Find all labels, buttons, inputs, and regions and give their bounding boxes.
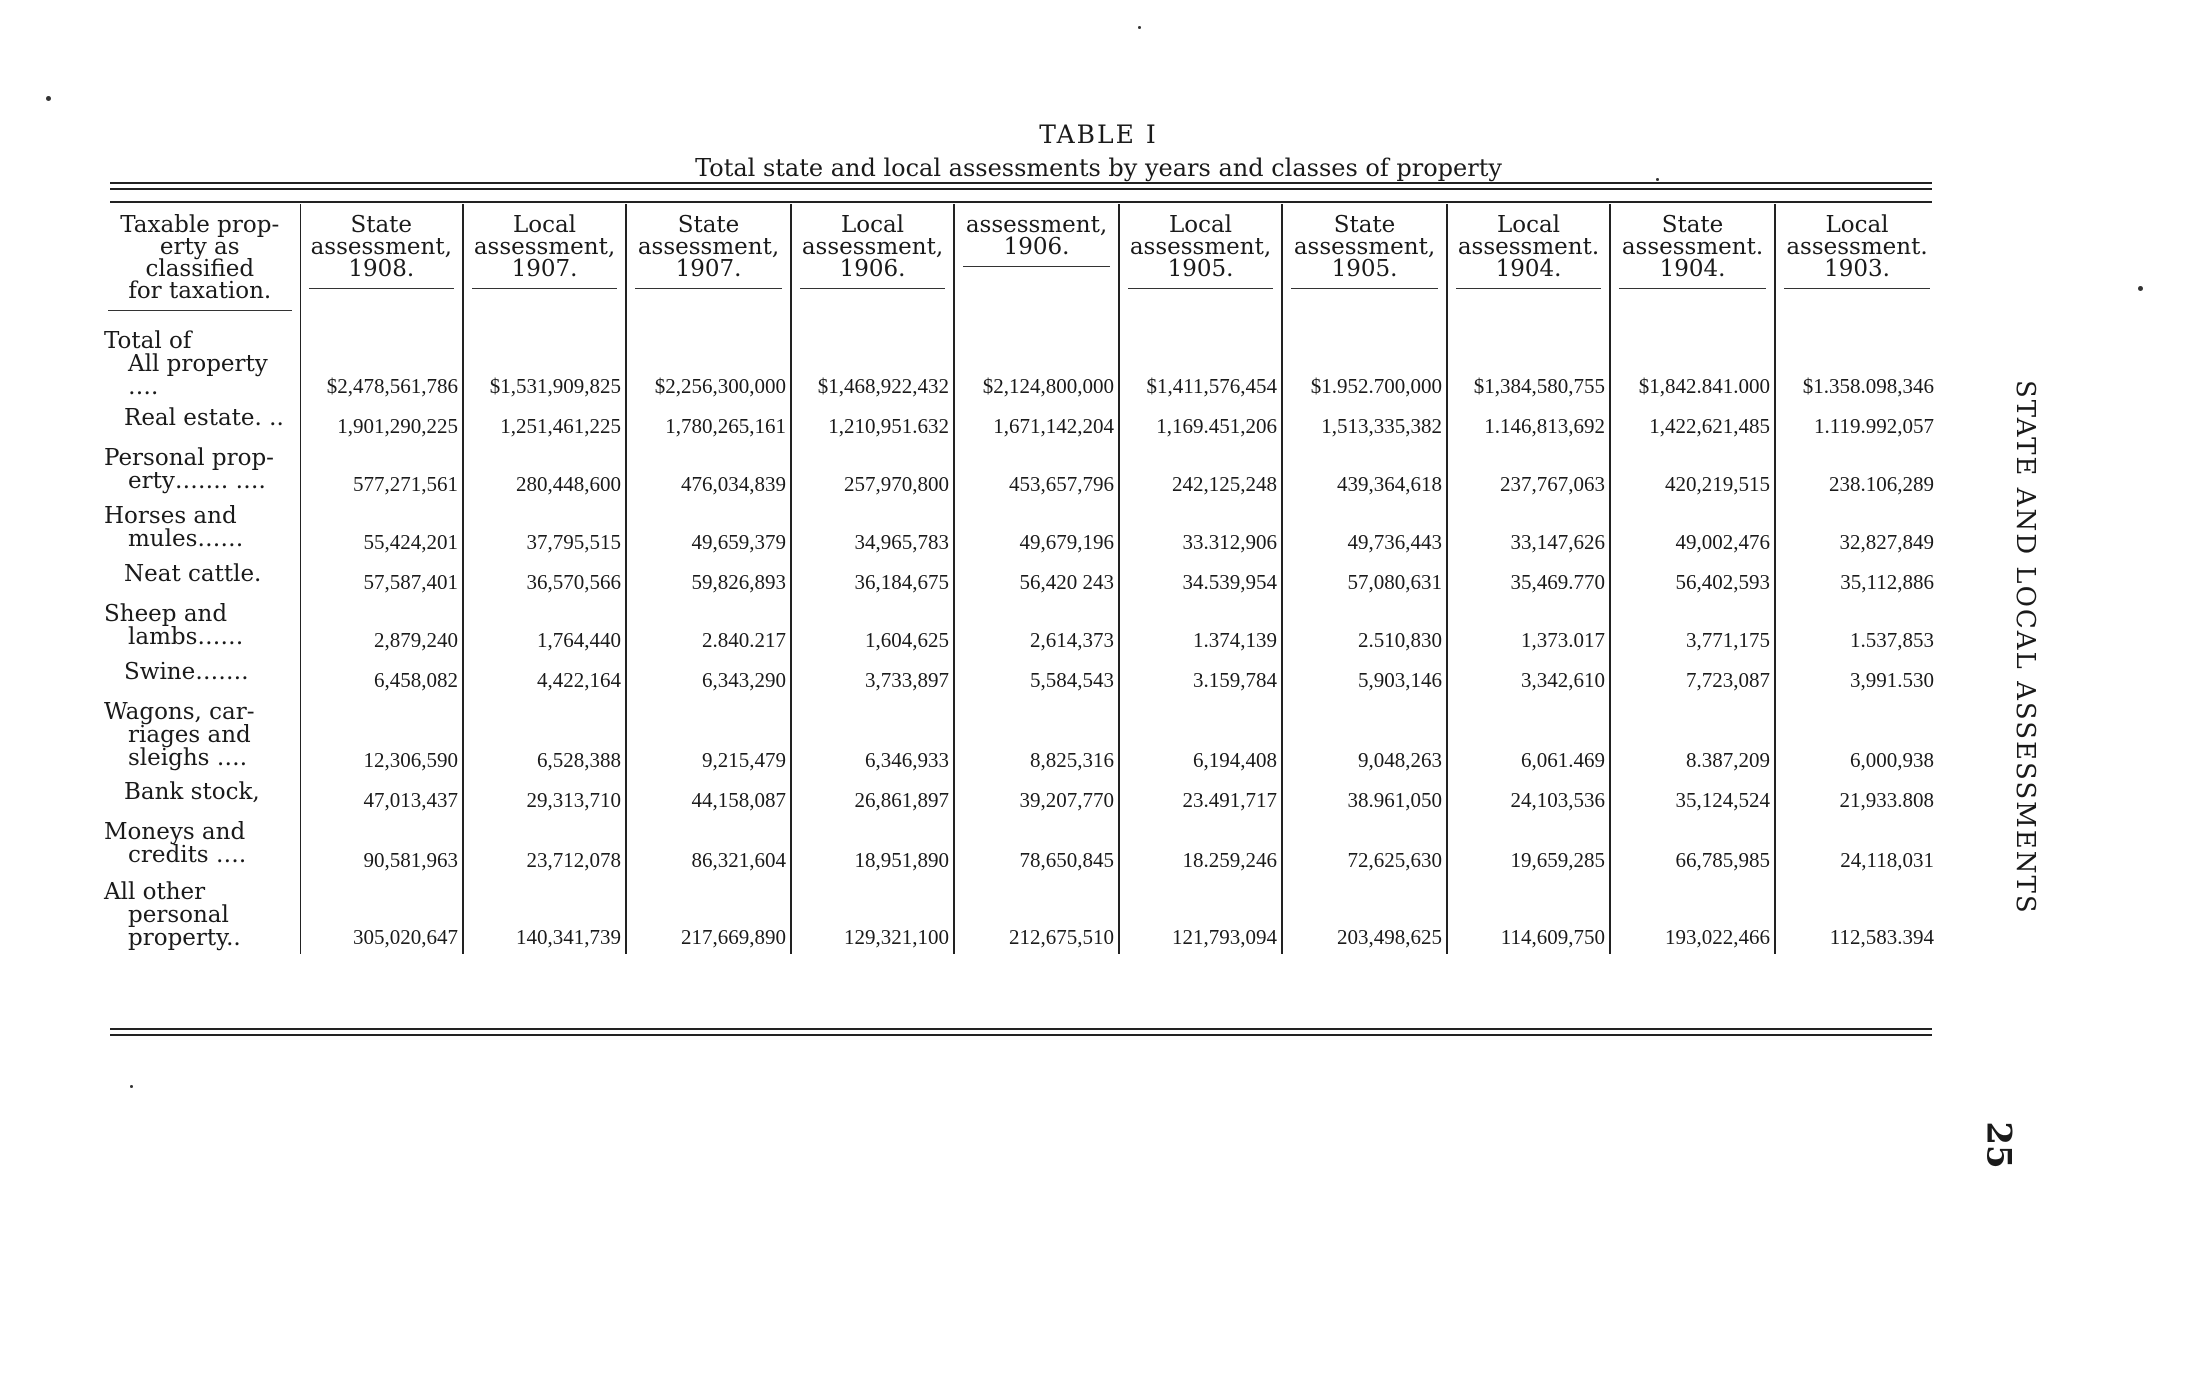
column-header [626, 204, 791, 326]
row-label [100, 403, 300, 443]
value-cell: 6,346,933 [791, 697, 954, 777]
value-cell: 9,215,479 [626, 697, 791, 777]
column-header-line: 1905. [1167, 256, 1234, 282]
row-label [100, 777, 300, 817]
value-cell: $2,478,561,786 [300, 326, 463, 403]
value-cell: $1,531,909,825 [463, 326, 626, 403]
value-cell: 6,194,408 [1119, 697, 1282, 777]
value-cell: 6,458,082 [300, 657, 463, 697]
value-cell: 1,901,290,225 [300, 403, 463, 443]
column-header-line: 1906. [1003, 234, 1070, 260]
row-header-cell [100, 204, 300, 326]
value-cell: $1,842.841.000 [1610, 326, 1775, 403]
header-row [100, 204, 1938, 326]
header-underline [1456, 288, 1601, 289]
table-row [100, 501, 1938, 559]
column-header-line: assessment. [1786, 234, 1928, 260]
row-label-line: Bank stock, [124, 779, 260, 805]
value-cell: 6,000,938 [1850, 748, 1934, 772]
column-header [300, 204, 463, 326]
column-header-line: Local [1168, 212, 1233, 238]
value-cell: 21,933.808 [1839, 788, 1934, 812]
value-cell: 2.510,830 [1282, 599, 1447, 657]
column-header-line: State [1661, 212, 1724, 238]
table-subtitle: Total state and local assessments by years and classes of property [695, 154, 1502, 182]
value-cell: 5,584,543 [954, 657, 1119, 697]
value-cell: 242,125,248 [1119, 443, 1282, 501]
paper-speck [1656, 178, 1659, 181]
header-underline [1784, 288, 1930, 289]
value-cell: 29,313,710 [463, 777, 626, 817]
value-cell: 140,341,739 [463, 877, 626, 954]
column-header-line: Local [1496, 212, 1561, 238]
row-header-line: for taxation. [128, 278, 272, 304]
column-header-line: State [677, 212, 740, 238]
column-header [1610, 204, 1775, 326]
table-body [100, 326, 1938, 954]
value-cell: 257,970,800 [791, 443, 954, 501]
column-header-line: assessment, [637, 234, 780, 260]
value-cell: 26,861,897 [791, 777, 954, 817]
value-cell: $1,384,580,755 [1447, 326, 1610, 403]
value-cell: 39,207,770 [954, 777, 1119, 817]
value-cell: 420,219,515 [1610, 443, 1775, 501]
column-header [1447, 204, 1610, 326]
value-cell: 35,469.770 [1447, 559, 1610, 599]
value-cell: 121,793,094 [1119, 877, 1282, 954]
value-cell: 1,373.017 [1447, 599, 1610, 657]
value-cell: 2,879,240 [300, 599, 463, 657]
row-label-line: Sheep and [104, 601, 228, 627]
column-header-line: assessment, [801, 234, 944, 260]
column-header [1282, 204, 1447, 326]
value-cell: 8,825,316 [954, 697, 1119, 777]
row-label-line: Neat cattle. [124, 561, 262, 587]
value-cell: 72,625,630 [1282, 817, 1447, 877]
value-cell: 1,210,951.632 [791, 403, 954, 443]
row-label-line: credits …. [128, 842, 247, 868]
column-header [1119, 204, 1282, 326]
value-cell: $2,256,300,000 [626, 326, 791, 403]
value-cell: 193,022,466 [1610, 877, 1775, 954]
running-head: STATE AND LOCAL ASSESSMENTS [2010, 380, 2040, 915]
row-label-line: Real estate. .. [124, 405, 284, 431]
value-cell: 47,013,437 [300, 777, 463, 817]
value-cell: 1,671,142,204 [954, 403, 1119, 443]
column-header-line: 1905. [1331, 256, 1398, 282]
value-cell: 34,965,783 [791, 501, 954, 559]
value-cell: 24,118,031 [1840, 848, 1934, 872]
header-underline [1291, 288, 1438, 289]
header-underline [963, 266, 1110, 267]
value-cell: 35,124,524 [1610, 777, 1775, 817]
row-label-line: All property …. [128, 351, 268, 400]
column-header-line: 1904. [1495, 256, 1562, 282]
value-cell: 2,614,373 [954, 599, 1119, 657]
row-label-line: Wagons, car- [104, 699, 255, 725]
top-rule-double [110, 188, 1932, 190]
paper-speck [130, 1085, 133, 1088]
column-header-line: State [1333, 212, 1396, 238]
header-underline [1128, 288, 1273, 289]
value-cell: 49,679,196 [954, 501, 1119, 559]
value-cell: 24,103,536 [1447, 777, 1610, 817]
column-header-line: 1908. [348, 256, 415, 282]
value-cell: 212,675,510 [954, 877, 1119, 954]
bottom-rule-double [110, 1034, 1932, 1036]
header-underline [800, 288, 945, 289]
header-rule [110, 201, 1932, 203]
row-label [100, 326, 300, 403]
value-cell: 18,951,890 [791, 817, 954, 877]
value-cell: 7,723,087 [1610, 657, 1775, 697]
column-header-line: 1904. [1659, 256, 1726, 282]
value-cell: 33.312,906 [1119, 501, 1282, 559]
value-cell: 6,061.469 [1447, 697, 1610, 777]
row-label-line: lambs…… [128, 624, 244, 650]
header-underline [108, 310, 292, 311]
table-row [100, 697, 1938, 777]
value-cell: 1,604,625 [791, 599, 954, 657]
value-cell: 37,795,515 [463, 501, 626, 559]
value-cell: 203,498,625 [1282, 877, 1447, 954]
header-underline [635, 288, 782, 289]
column-header-line: assessment, [1293, 234, 1436, 260]
value-cell: 55,424,201 [300, 501, 463, 559]
value-cell: $1,411,576,454 [1119, 326, 1282, 403]
column-header [1775, 204, 1938, 326]
value-cell: 90,581,963 [300, 817, 463, 877]
column-header [791, 204, 954, 326]
value-cell: 3.159,784 [1119, 657, 1282, 697]
value-cell: 1,169.451,206 [1119, 403, 1282, 443]
row-label-line: Horses and [104, 503, 237, 529]
value-cell: 453,657,796 [954, 443, 1119, 501]
value-cell: 57,587,401 [300, 559, 463, 599]
row-label [100, 657, 300, 697]
column-header-line: State [350, 212, 413, 238]
value-cell: 305,020,647 [300, 877, 463, 954]
row-label-line: erty……. …. [128, 468, 266, 494]
column-header-line: 1907. [675, 256, 742, 282]
value-cell: 3,733,897 [791, 657, 954, 697]
value-cell: 1.537,853 [1850, 628, 1934, 652]
value-cell: 33,147,626 [1447, 501, 1610, 559]
value-cell: 5,903,146 [1282, 657, 1447, 697]
value-cell: 44,158,087 [626, 777, 791, 817]
row-label-line: sleighs …. [128, 745, 248, 771]
value-cell: 1,780,265,161 [626, 403, 791, 443]
table-row [100, 777, 1938, 817]
row-label-line: Moneys and [104, 819, 246, 845]
value-cell: 3,991.530 [1850, 668, 1934, 692]
value-cell: 3,342,610 [1447, 657, 1610, 697]
value-cell: 49,736,443 [1282, 501, 1447, 559]
value-cell: 66,785,985 [1610, 817, 1775, 877]
value-cell: 238.106,289 [1829, 472, 1934, 496]
value-cell: 280,448,600 [463, 443, 626, 501]
row-label-line: property.. [128, 925, 241, 951]
value-cell: 577,271,561 [300, 443, 463, 501]
column-header-line: assessment, [473, 234, 616, 260]
column-header-line: assessment, [965, 212, 1108, 238]
value-cell: 36,570,566 [463, 559, 626, 599]
assessment-table [100, 204, 1938, 954]
table-row [100, 599, 1938, 657]
value-cell: 57,080,631 [1282, 559, 1447, 599]
value-cell: 9,048,263 [1282, 697, 1447, 777]
value-cell: 439,364,618 [1282, 443, 1447, 501]
column-header [463, 204, 626, 326]
column-header-line: 1903. [1824, 256, 1890, 282]
column-header-line: 1906. [839, 256, 906, 282]
value-cell: 4,422,164 [463, 657, 626, 697]
table-row [100, 443, 1938, 501]
row-label-line: All other [104, 879, 206, 905]
value-cell: 3,771,175 [1610, 599, 1775, 657]
value-cell: 34.539,954 [1119, 559, 1282, 599]
row-label [100, 817, 300, 877]
paper-speck [2138, 286, 2143, 291]
table-row [100, 657, 1938, 697]
row-label [100, 559, 300, 599]
column-header-line: Local [840, 212, 905, 238]
value-cell: 78,650,845 [954, 817, 1119, 877]
column-header-line: assessment. [1457, 234, 1600, 260]
value-cell: 1,251,461,225 [463, 403, 626, 443]
row-label-line: personal [128, 902, 229, 928]
value-cell: 1,422,621,485 [1610, 403, 1775, 443]
value-cell: 18.259,246 [1119, 817, 1282, 877]
value-cell: $2,124,800,000 [954, 326, 1119, 403]
value-cell: 2.840.217 [626, 599, 791, 657]
value-cell: 1.146,813,692 [1447, 403, 1610, 443]
column-header-line: assessment. [1621, 234, 1764, 260]
column-header-line: 1907. [511, 256, 578, 282]
row-label [100, 877, 300, 954]
row-header-line: erty as classified [145, 234, 255, 282]
column-header-line: assessment, [310, 234, 452, 260]
value-cell: 6,528,388 [463, 697, 626, 777]
table-row [100, 877, 1938, 954]
column-header-line: Local [512, 212, 577, 238]
row-label-line: riages and [128, 722, 251, 748]
table-row [100, 817, 1938, 877]
value-cell: 1,764,440 [463, 599, 626, 657]
row-label [100, 697, 300, 777]
value-cell: 36,184,675 [791, 559, 954, 599]
value-cell: 114,609,750 [1447, 877, 1610, 954]
column-header-line: assessment, [1129, 234, 1272, 260]
row-label [100, 443, 300, 501]
value-cell: 23,712,078 [463, 817, 626, 877]
value-cell: 49,002,476 [1610, 501, 1775, 559]
header-underline [1619, 288, 1766, 289]
value-cell: 56,402,593 [1610, 559, 1775, 599]
value-cell: 129,321,100 [791, 877, 954, 954]
value-cell: 59,826,893 [626, 559, 791, 599]
value-cell: 56,420 243 [954, 559, 1119, 599]
row-header-line: Taxable prop- [120, 212, 280, 238]
value-cell: 35,112,886 [1840, 570, 1934, 594]
value-cell: 86,321,604 [626, 817, 791, 877]
table-row [100, 403, 1938, 443]
top-rule [110, 182, 1932, 184]
value-cell: 8.387,209 [1610, 697, 1775, 777]
value-cell: 1,513,335,382 [1282, 403, 1447, 443]
value-cell: 476,034,839 [626, 443, 791, 501]
row-label-line: mules…… [128, 526, 244, 552]
value-cell: 49,659,379 [626, 501, 791, 559]
header-underline [309, 288, 455, 289]
value-cell: $1.358.098,346 [1802, 374, 1934, 398]
value-cell: 237,767,063 [1447, 443, 1610, 501]
page-number: 25 [1978, 1121, 2019, 1169]
row-label [100, 501, 300, 559]
value-cell: 32,827,849 [1839, 530, 1934, 554]
column-header-line: Local [1825, 212, 1889, 238]
row-label-line: Personal prop- [104, 445, 274, 471]
header-underline [472, 288, 617, 289]
table-row [100, 559, 1938, 599]
value-cell: $1.952.700,000 [1282, 326, 1447, 403]
value-cell: 6,343,290 [626, 657, 791, 697]
table-title: TABLE I [1039, 120, 1158, 149]
paper-speck [46, 96, 51, 101]
row-label-line: Total of [104, 328, 192, 354]
value-cell: 12,306,590 [300, 697, 463, 777]
value-cell: 38.961,050 [1282, 777, 1447, 817]
row-label-line: Swine……. [124, 659, 249, 685]
value-cell: $1,468,922,432 [791, 326, 954, 403]
value-cell: 23.491,717 [1119, 777, 1282, 817]
value-cell: 1.119.992,057 [1814, 414, 1934, 438]
value-cell: 1.374,139 [1119, 599, 1282, 657]
value-cell: 19,659,285 [1447, 817, 1610, 877]
value-cell: 112,583.394 [1829, 925, 1934, 949]
column-header [954, 204, 1119, 326]
paper-speck [1138, 26, 1141, 29]
bottom-rule [110, 1028, 1932, 1030]
value-cell: 217,669,890 [626, 877, 791, 954]
row-label [100, 599, 300, 657]
table-row [100, 326, 1938, 403]
